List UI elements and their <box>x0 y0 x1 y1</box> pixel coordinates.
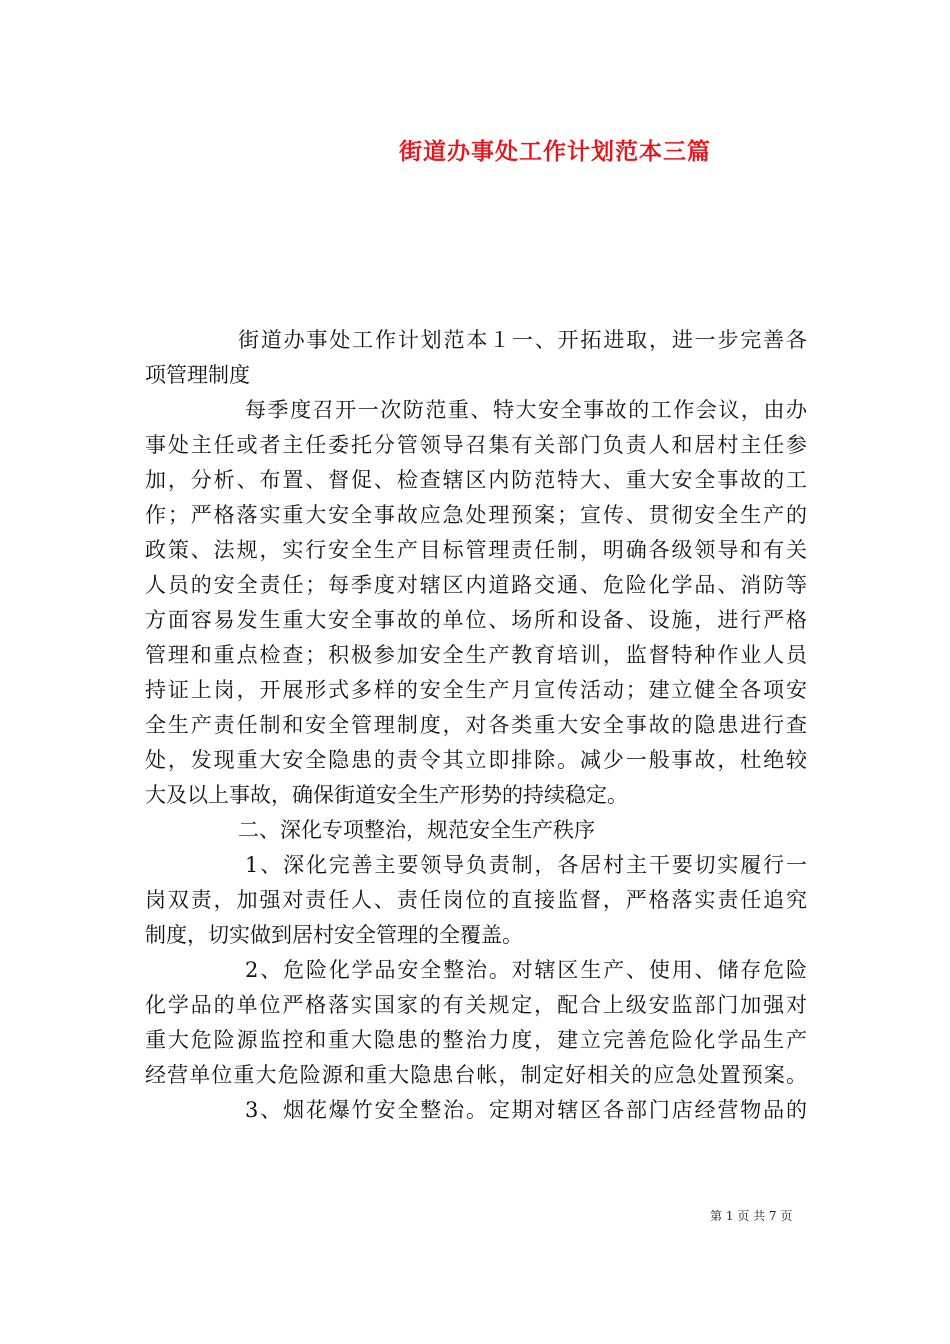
paragraph-line: 每季度召开一次防范重、特大安全事故的工作会议，由办 <box>245 398 807 422</box>
paragraph-line: 事处主任或者主任委托分管领导召集有关部门负责人和居村主任参 <box>145 433 807 457</box>
paragraph-line: 大及以上事故，确保街道安全生产形势的持续稳定。 <box>145 783 628 807</box>
paragraph-line: 方面容易发生重大安全事故的单位、场所和设备、设施，进行严格 <box>145 608 807 632</box>
paragraph-line: 持证上岗，开展形式多样的安全生产月宣传活动；建立健全各项安 <box>145 678 807 702</box>
paragraph-line: 政策、法规，实行安全生产目标管理责任制，明确各级领导和有关 <box>145 538 807 562</box>
document-title: 街道办事处工作计划范本三篇 <box>399 138 711 165</box>
paragraph-line: 处，发现重大安全隐患的责令其立即排除。减少一般事故，杜绝较 <box>145 748 807 772</box>
page-number: 第 1 页 共 7 页 <box>710 1209 793 1223</box>
paragraph-line: 人员的安全责任；每季度对辖区内道路交通、危险化学品、消防等 <box>145 573 807 597</box>
paragraph-line: 全生产责任制和安全管理制度，对各类重大安全事故的隐患进行查 <box>145 713 807 737</box>
document-body <box>145 323 807 1128</box>
paragraph-line: 重大危险源监控和重大隐患的整治力度，建立完善危险化学品生产 <box>145 1028 807 1052</box>
paragraph-line: 经营单位重大危险源和重大隐患台帐，制定好相关的应急处置预案。 <box>145 1063 807 1087</box>
paragraph-line: 管理和重点检查；积极参加安全生产教育培训，监督特种作业人员 <box>145 643 807 667</box>
paragraph-line: 加，分析、布置、督促、检查辖区内防范特大、重大安全事故的工 <box>145 468 807 492</box>
paragraph-line: 2、危险化学品安全整治。对辖区生产、使用、储存危险 <box>245 958 807 982</box>
paragraph-line: 作；严格落实重大安全事故应急处理预案；宣传、贯彻安全生产的 <box>145 503 807 527</box>
paragraph-line: 3、烟花爆竹安全整治。定期对辖区各部门店经营物品的 <box>245 1098 807 1122</box>
paragraph-line: 岗双责，加强对责任人、责任岗位的直接监督，严格落实责任追究 <box>145 888 807 912</box>
section-heading: 二、深化专项整治，规范安全生产秩序 <box>238 818 595 842</box>
paragraph-line: 制度，切实做到居村安全管理的全覆盖。 <box>145 923 523 947</box>
paragraph-line: 1、深化完善主要领导负责制，各居村主干要切实履行一 <box>245 853 807 877</box>
paragraph-line: 项管理制度 <box>145 363 250 387</box>
paragraph-line: 化学品的单位严格落实国家的有关规定，配合上级安监部门加强对 <box>145 993 807 1017</box>
paragraph-line: 街道办事处工作计划范本１一、开拓进取，进一步完善各 <box>238 328 807 352</box>
